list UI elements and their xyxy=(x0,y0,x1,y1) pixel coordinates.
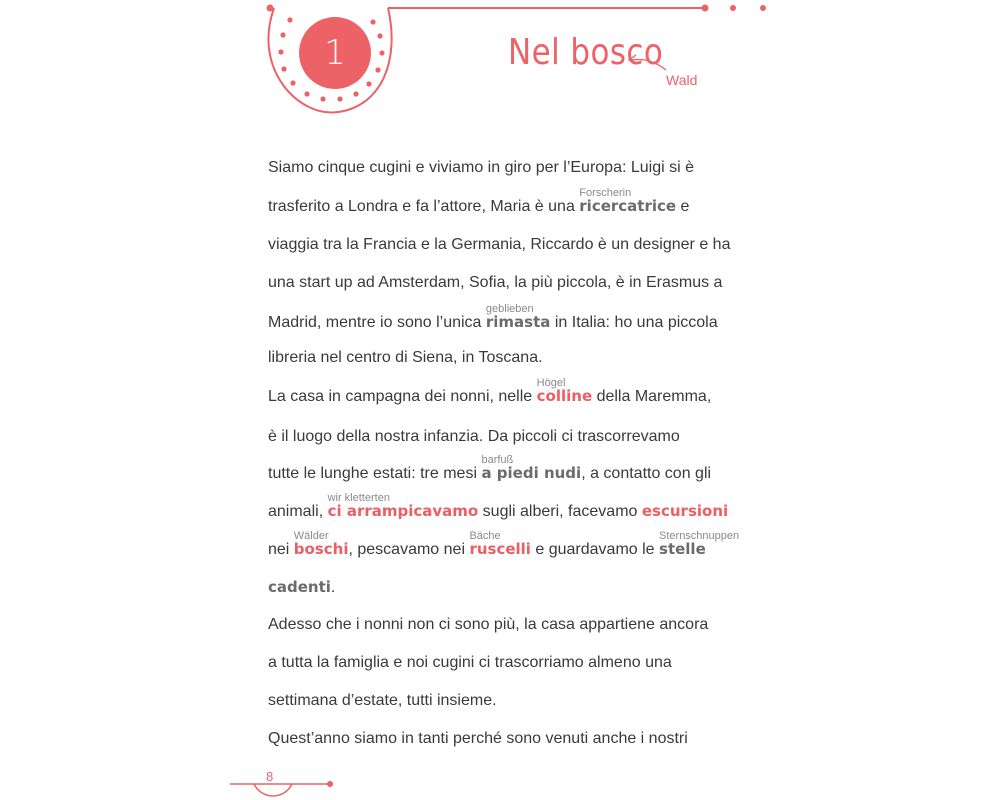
text-line: La casa in campagna dei nonni, nelle Högel colline della Maremma, xyxy=(268,377,712,405)
keyword-gloss: wir kletterten xyxy=(327,492,390,504)
keyword-gloss: barfuß xyxy=(481,454,514,466)
text-line: Siamo cinque cugini e viviamo in giro per l’Europa: Luigi si è xyxy=(268,159,694,176)
text-line: a tutta la famiglia e noi cugini ci trascorriamo almeno una xyxy=(268,654,672,671)
keyword: escursioni xyxy=(641,502,729,520)
keyword-gloss: Sternschnuppen xyxy=(659,530,740,542)
text-line: cadenti. xyxy=(268,578,336,596)
keyword-gloss: geblieben xyxy=(485,303,534,315)
keyword-gloss: Högel xyxy=(536,377,566,389)
text-line: settimana d’estate, tutti insieme. xyxy=(268,692,497,709)
keyword: Forscherin ricercatrice xyxy=(579,187,677,215)
text-line: viaggia tra la Francia e la Germania, Riccardo è un designer e ha xyxy=(268,236,731,253)
keyword: wir kletterten ci arrampicavamo xyxy=(327,492,479,520)
keyword: Sternschnuppen stelle xyxy=(659,530,740,558)
chapter-number: 1 xyxy=(324,33,346,73)
text-line: è il luogo della nostra infanzia. Da piccoli ci trascorrevamo xyxy=(268,428,680,445)
chapter-title-gloss: Wald xyxy=(666,72,698,88)
keyword: barfuß a piedi nudi xyxy=(481,454,582,482)
text-line: Madrid, mentre io sono l’unica geblieben rimasta in Italia: ho una piccola xyxy=(268,303,718,331)
keyword: Högel colline xyxy=(536,377,593,405)
keyword: geblieben rimasta xyxy=(485,303,551,331)
text-line: libreria nel centro di Siena, in Toscana. xyxy=(268,349,543,366)
text-line: nei Wälder boschi, pescavamo nei Bäche ruscelli e guardavamo le Sternschnuppen stelle xyxy=(268,530,740,558)
chapter-title: Nel bosco xyxy=(508,32,664,73)
keyword: Bäche ruscelli xyxy=(469,530,531,558)
keyword-gloss: Bäche xyxy=(469,530,501,542)
keyword-gloss: Forscherin xyxy=(579,187,632,199)
keyword: cadenti xyxy=(268,578,331,596)
text-line: tutte le lunghe estati: tre mesi barfuß a piedi nudi, a contatto con gli xyxy=(268,454,712,482)
text-line: animali, wir kletterten ci arrampicavamo sugli alberi, facevamo escursioni xyxy=(268,492,729,520)
keyword: Wälder boschi xyxy=(293,530,349,558)
keyword-gloss: Wälder xyxy=(293,530,329,542)
text-line: trasferito a Londra e fa l’attore, Maria è una Forscherin ricercatrice e xyxy=(268,187,690,215)
text-line: una start up ad Amsterdam, Sofia, la più piccola, è in Erasmus a xyxy=(268,274,723,291)
text-line: Quest’anno siamo in tanti perché sono venuti anche i nostri xyxy=(268,730,688,747)
text-line: Adesso che i nonni non ci sono più, la casa appartiene ancora xyxy=(268,616,709,633)
page-number: 8 xyxy=(266,769,274,784)
